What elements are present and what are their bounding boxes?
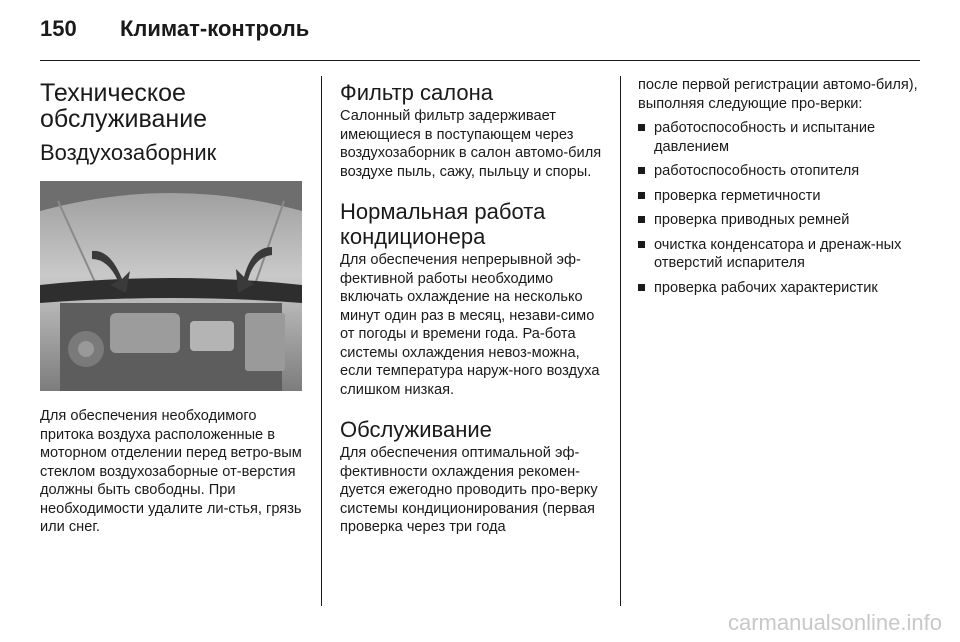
checks-list	[638, 119, 920, 297]
header-rule	[40, 60, 920, 61]
column-divider-1	[321, 76, 322, 606]
column-1	[40, 80, 302, 537]
page-number: 150	[40, 16, 77, 41]
cabin-filter-text: Салонный фильтр задерживает имеющиеся в поступающем через воздухозаборник в салон автомо-биля воздухе пыль, сажу, пыльцу и споры.	[340, 108, 602, 180]
list-item: очистка конденсатора и дренаж-ных отверстий испарителя	[638, 236, 920, 273]
engine-bay-illustration	[40, 181, 302, 391]
column-2	[340, 80, 604, 537]
list-item: работоспособность отопителя	[638, 162, 920, 181]
list-item: проверка герметичности	[638, 187, 920, 206]
normal-operation-heading: Нормальная работа кондиционера	[340, 199, 546, 249]
bullet-square-icon	[638, 216, 645, 223]
normal-operation-text: Для обеспечения непрерывной эф-фективной работы необходимо включать охлаждение на несколько минут один раз в месяц, незави-симо от погоды и времени года. Ра-бота системы охлаждения невоз-можна, если температура наруж-ного воздуха слишком низкая.	[340, 252, 600, 398]
column-3	[638, 76, 920, 303]
section-title: Техническое обслуживание	[40, 79, 208, 133]
list-item: работоспособность и испытание давлением	[638, 119, 920, 156]
subsection-title: Воздухозаборник	[40, 140, 217, 165]
service-text: Для обеспечения оптимальной эф-фективности охлаждения рекомен-дуется ежегодно проводить про-верку системы кондиционирования (первая проверка через три года	[340, 445, 598, 535]
watermark: carmanualsonline.info	[727, 610, 942, 635]
column-divider-2	[620, 76, 621, 606]
bullet-square-icon	[638, 124, 645, 131]
bullet-square-icon	[638, 241, 645, 248]
cabin-filter-heading: Фильтр салона	[340, 80, 493, 105]
bullet-square-icon	[638, 284, 645, 291]
bullet-square-icon	[638, 192, 645, 199]
service-heading: Обслуживание	[340, 417, 492, 442]
bullet-square-icon	[638, 167, 645, 174]
list-item: проверка приводных ремней	[638, 211, 920, 230]
chapter-title: Климат-контроль	[120, 16, 310, 41]
service-continued-text: после первой регистрации автомо-биля), выполняя следующие про-верки:	[638, 77, 918, 112]
air-intake-text: Для обеспечения необходимого притока воздуха расположенные в моторном отделении перед ветро-вым стеклом воздухозаборные от-верстия должны быть свободны. При необходимости удалите ли-стья, грязь или снег.	[40, 408, 302, 535]
list-item: проверка рабочих характеристик	[638, 279, 920, 298]
page-header	[40, 14, 920, 54]
engine-bay-photo	[40, 181, 302, 391]
